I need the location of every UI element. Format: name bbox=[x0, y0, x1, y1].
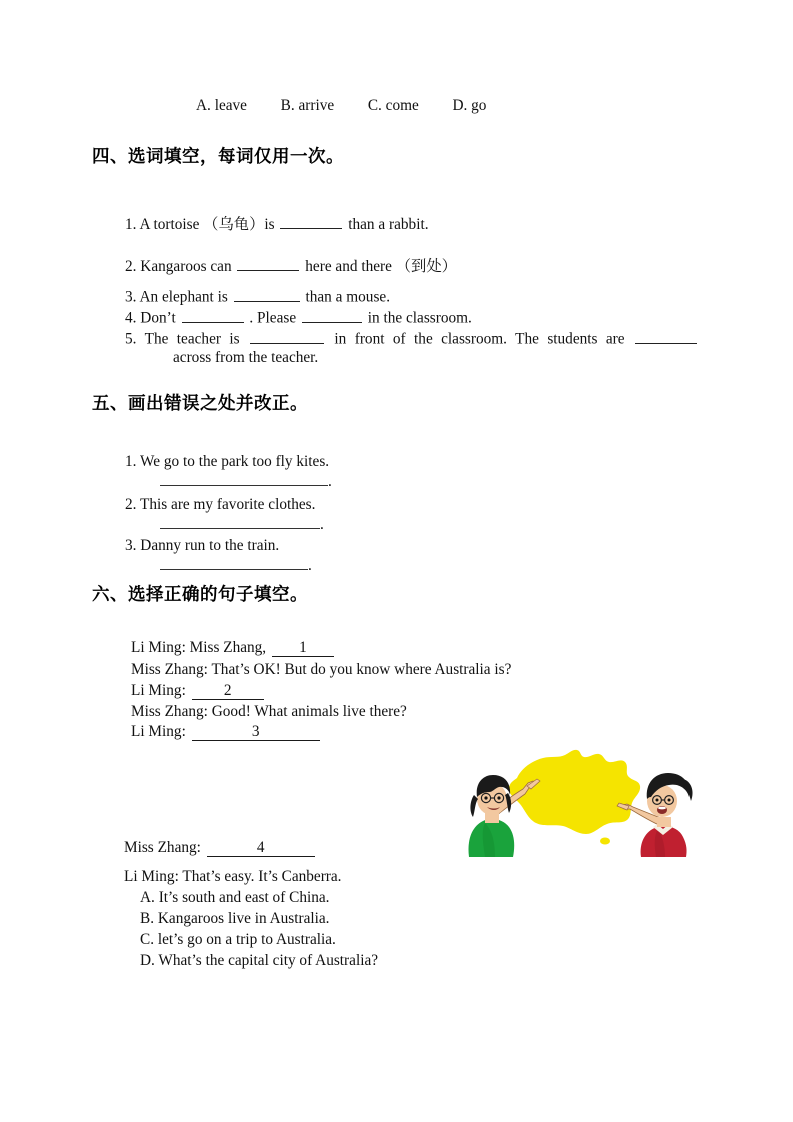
dialogue-line-1 bbox=[131, 639, 336, 657]
item-1-blank[interactable] bbox=[280, 213, 342, 229]
section-6-option-a[interactable]: A. It’s south and east of China. bbox=[140, 889, 330, 906]
item-3-text-after: than a mouse. bbox=[305, 288, 391, 306]
australia-illustration bbox=[455, 745, 695, 857]
answer-line-2[interactable] bbox=[160, 515, 320, 529]
section-5-answer-3 bbox=[160, 556, 312, 575]
dialogue-speaker-1: Li Ming: Miss Zhang, bbox=[131, 639, 267, 656]
item-5-text-2: in front of the classroom. The students are bbox=[334, 330, 625, 348]
section-6-option-d[interactable]: D. What’s the capital city of Australia? bbox=[140, 952, 379, 969]
section-4-item-4 bbox=[125, 307, 472, 328]
dialogue-line-2: Miss Zhang: That’s OK! But do you know where Australia is? bbox=[131, 661, 512, 678]
dialogue-line-3 bbox=[131, 682, 266, 700]
answer-line-1[interactable] bbox=[160, 472, 328, 486]
dialogue-blank-3[interactable]: 3 bbox=[192, 724, 320, 741]
choice-option-c[interactable]: C. come bbox=[367, 97, 419, 114]
dialogue-blank-1[interactable]: 1 bbox=[272, 640, 334, 657]
section-5-item-3: 3. Danny run to the train. bbox=[125, 537, 280, 554]
answer-period-3: . bbox=[308, 557, 312, 574]
section-5-answer-2 bbox=[160, 515, 324, 534]
item-5-line-1 bbox=[125, 328, 699, 349]
choice-option-d[interactable]: D. go bbox=[452, 97, 487, 114]
item-1-text-after: than a rabbit. bbox=[348, 216, 429, 233]
section-5-item-2: 2. This are my favorite clothes. bbox=[125, 496, 316, 513]
section-6-option-b[interactable]: B. Kangaroos live in Australia. bbox=[140, 910, 330, 927]
item-5-blank-1[interactable] bbox=[250, 328, 324, 344]
item-2-blank[interactable] bbox=[237, 255, 299, 271]
australia-map-icon bbox=[509, 750, 640, 845]
item-2-text-after: here and there （到处） bbox=[305, 258, 457, 275]
section-4-item-3 bbox=[125, 286, 390, 307]
section-5-item-1: 1. We go to the park too fly kites. bbox=[125, 453, 330, 470]
dialogue-line-5 bbox=[131, 723, 322, 741]
item-1-text-before: 1. A tortoise （乌龟）is bbox=[125, 216, 275, 233]
dialogue-line-6 bbox=[124, 839, 317, 857]
item-4-text-1: 4. Don’t bbox=[125, 309, 176, 327]
dialogue-speaker-6: Miss Zhang: bbox=[124, 839, 201, 856]
answer-period-2: . bbox=[320, 516, 324, 533]
answer-period-1: . bbox=[328, 473, 332, 490]
item-4-blank-1[interactable] bbox=[182, 307, 244, 323]
section-5-heading: 五、画出错误之处并改正。 bbox=[92, 394, 308, 414]
section-6-option-c[interactable]: C. let’s go on a trip to Australia. bbox=[140, 931, 336, 948]
item-4-blank-2[interactable] bbox=[302, 307, 362, 323]
section-4-heading: 四、选词填空，每词仅用一次。 bbox=[92, 147, 344, 167]
item-5-text-1: 5. The teacher is bbox=[125, 330, 240, 348]
dialogue-line-4: Miss Zhang: Good! What animals live there? bbox=[131, 703, 407, 720]
item-3-blank[interactable] bbox=[234, 286, 300, 302]
answer-line-3[interactable] bbox=[160, 556, 308, 570]
dialogue-blank-2[interactable]: 2 bbox=[192, 683, 264, 700]
section-6-heading: 六、选择正确的句子填空。 bbox=[92, 585, 308, 605]
item-3-text-before: 3. An elephant is bbox=[125, 288, 228, 306]
dialogue-speaker-3: Li Ming: bbox=[131, 682, 186, 699]
dialogue-speaker-5: Li Ming: bbox=[131, 723, 186, 740]
dialogue-blank-4[interactable]: 4 bbox=[207, 840, 315, 857]
section-4-item-2 bbox=[125, 254, 457, 276]
choice-option-a[interactable]: A. leave bbox=[196, 97, 247, 114]
multiple-choice-row bbox=[196, 97, 486, 115]
item-4-text-2: . Please bbox=[249, 309, 297, 327]
choice-option-b[interactable]: B. arrive bbox=[280, 97, 335, 114]
section-5-answer-1 bbox=[160, 472, 332, 491]
item-5-line-2: across from the teacher. bbox=[173, 348, 319, 366]
item-4-text-3: in the classroom. bbox=[367, 309, 472, 327]
section-4-item-5 bbox=[125, 328, 699, 367]
section-4-item-1 bbox=[125, 212, 429, 234]
item-5-blank-2[interactable] bbox=[635, 328, 697, 344]
dialogue-line-7: Li Ming: That’s easy. It’s Canberra. bbox=[124, 868, 342, 885]
item-2-text-before: 2. Kangaroos can bbox=[125, 258, 232, 275]
